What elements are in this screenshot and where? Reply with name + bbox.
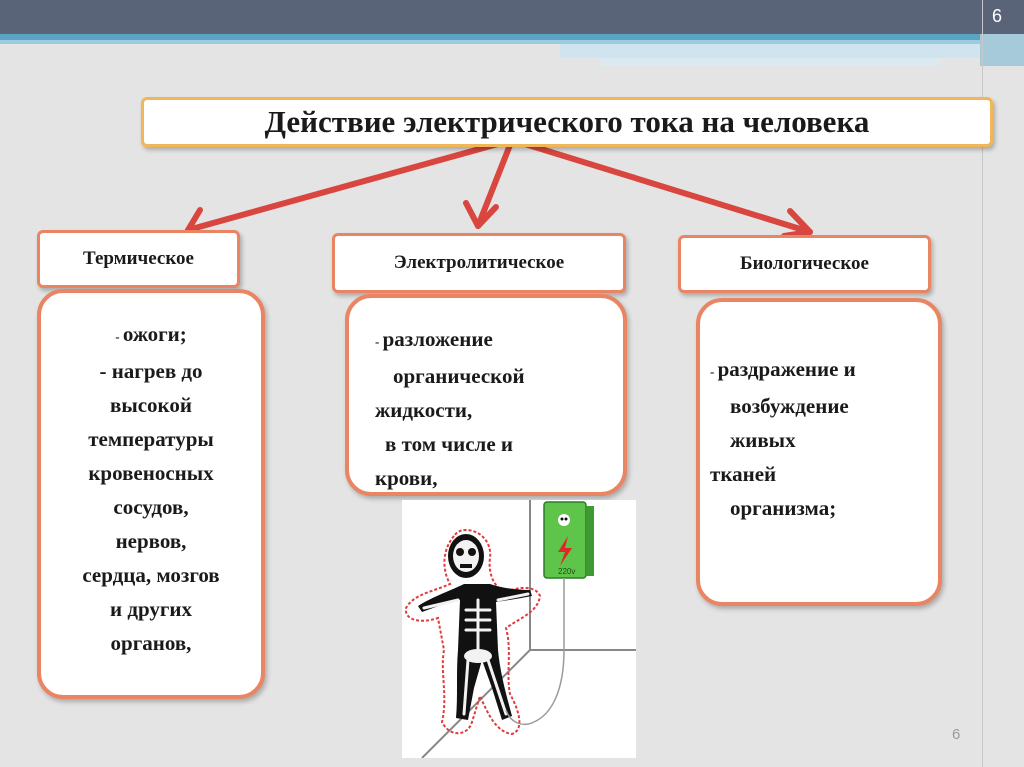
description-line: органической bbox=[393, 364, 525, 388]
list-dash: - bbox=[115, 329, 123, 344]
description-line: сердца, мозгов bbox=[82, 563, 220, 587]
list-dash: - bbox=[710, 364, 718, 379]
description-text: ожоги; bbox=[122, 322, 187, 346]
illustration-drawing bbox=[402, 500, 636, 758]
arrow-to-biological bbox=[512, 140, 810, 232]
category-thermal: Термическое bbox=[37, 230, 240, 288]
description-line: и других bbox=[109, 597, 192, 621]
diagram-title: Действие электрического тока на человека bbox=[141, 97, 993, 147]
category-biological: Биологическое bbox=[678, 235, 931, 293]
description-line bbox=[41, 317, 261, 354]
description-line: тканей bbox=[710, 462, 777, 486]
description-line: живых bbox=[730, 428, 796, 452]
description-line: температуры bbox=[88, 427, 214, 451]
list-dash: - bbox=[375, 334, 383, 349]
description-line: высокой bbox=[110, 393, 192, 417]
description-line bbox=[710, 352, 930, 389]
description-line: крови, bbox=[375, 466, 438, 490]
description-text: раздражение и bbox=[717, 357, 856, 381]
description-line: нервов, bbox=[115, 529, 187, 553]
electrocuted-skeleton-illustration bbox=[402, 500, 636, 758]
description-electrolytic bbox=[345, 294, 627, 496]
voltage-label: 220v bbox=[558, 567, 576, 576]
description-line: органов, bbox=[110, 631, 192, 655]
description-line: - нагрев до bbox=[99, 359, 203, 383]
description-line: жидкости, bbox=[375, 398, 473, 422]
arrow-to-thermal bbox=[188, 140, 512, 230]
corner-page-number: 6 bbox=[991, 6, 1002, 26]
slide-page-number: 6 bbox=[952, 726, 961, 743]
description-line: возбуждение bbox=[730, 394, 849, 418]
description-line: организма; bbox=[730, 496, 837, 520]
description-thermal bbox=[37, 289, 265, 699]
description-text: разложение bbox=[382, 327, 493, 351]
description-line: сосудов, bbox=[113, 495, 189, 519]
arrow-to-electrolytic bbox=[478, 140, 512, 226]
description-biological bbox=[696, 298, 942, 606]
description-line: в том числе и bbox=[385, 432, 513, 456]
description-line bbox=[375, 322, 615, 359]
category-electrolytic: Электролитическое bbox=[332, 233, 626, 293]
description-line: кровеносных bbox=[88, 461, 214, 485]
